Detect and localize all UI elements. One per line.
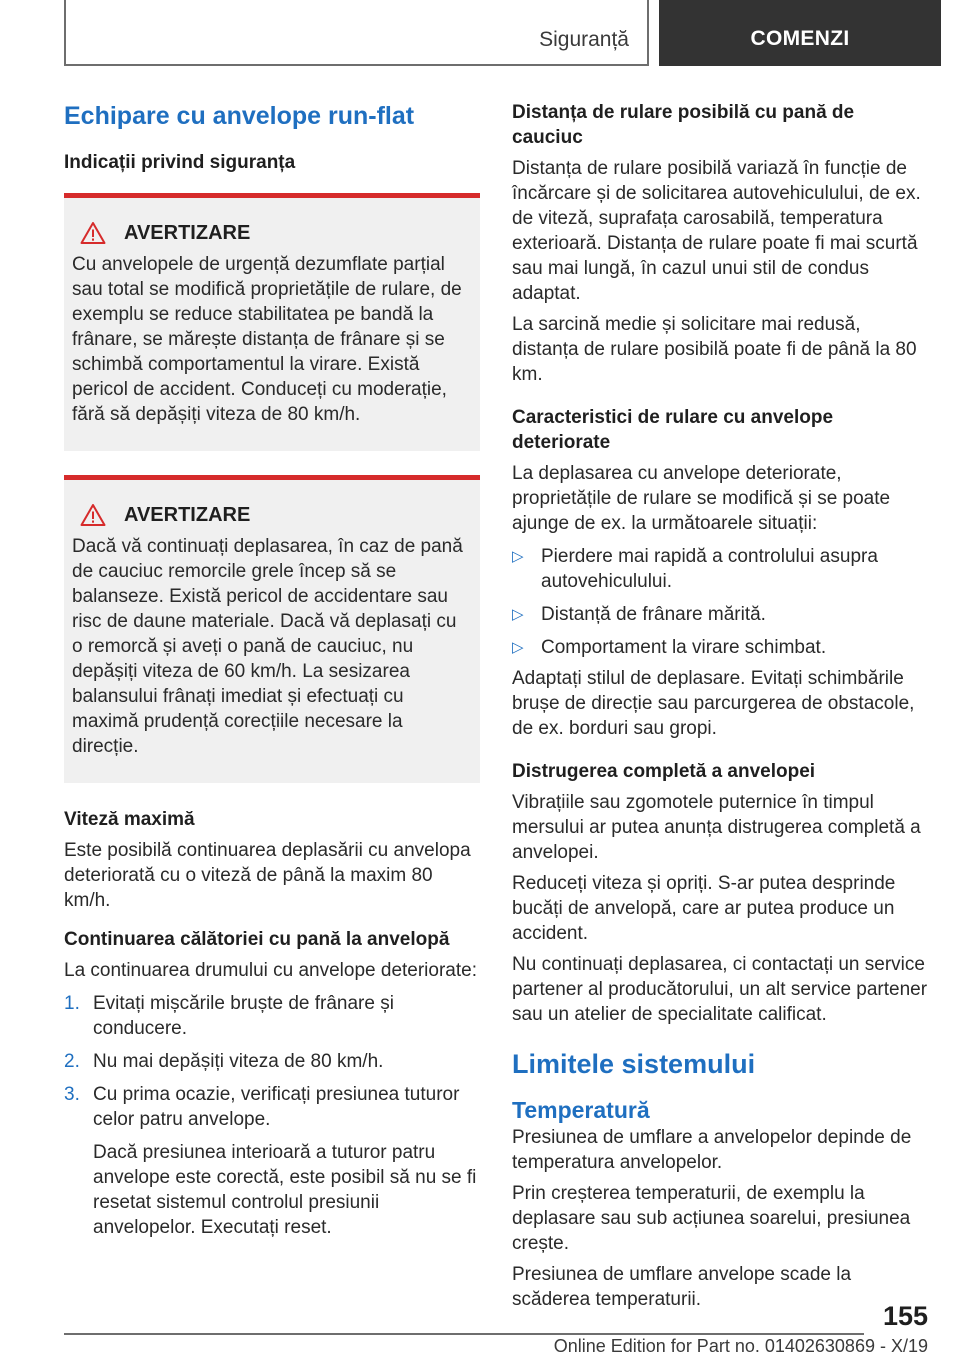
list-item [512, 544, 928, 594]
temperature-text-3: Presiunea de umflare anvelope scade la scăderea temperaturii. [512, 1264, 852, 1310]
section-title: Siguranță [539, 28, 629, 51]
edition-text: Online Edition for Part no. 01402630869 - X/19 [553, 1336, 928, 1356]
list-text [93, 1082, 480, 1240]
warning-label-2: AVERTIZARE [124, 504, 251, 526]
warning-text-1: Cu anvelopele de urgență dezumflate parțial sau total se modifică proprietățile de rulare, de exemplu se reduce stabilitatea pe bandă la frânare, se mărește distanța de frânare și se schimbă comportamentul la virare. Există pericol de accident. Conduceți cu moderație, fără să depășiți viteza de 80 km/h. [72, 254, 462, 425]
range-heading: Distanța de rulare posibilă cu pană de cauciuc [512, 102, 855, 148]
max-speed-text: Este posibilă continuarea deplasării cu anvelopa deteriorată cu o viteză de până la maxim 80 km/h. [64, 840, 471, 911]
max-speed-heading: Viteză maximă [64, 809, 195, 830]
footer-divider [64, 1333, 864, 1335]
temperature-text-1: Presiunea de umflare a anvelopelor depinde de temperatura anvelopelor. [512, 1127, 912, 1173]
characteristics-heading: Caracteristici de rulare cu anvelope deteriorate [512, 407, 834, 453]
right-column [512, 100, 928, 1312]
destruction-text-2: Reduceți viteza și opriți. S-ar putea desprinde bucăți de anvelopă, care ar putea produce un accident. [512, 873, 896, 944]
range-text-1: Distanța de rulare posibilă variază în funcție de încărcare și de solicitarea autovehiculului, de ex. de viteză, suprafața carosabilă, temperatura exterioară. Distanța de rulare poate fi mai scurtă sau mai lungă, în cazul unui stil de condus adaptat. [512, 158, 921, 304]
page-number: 155 [882, 1301, 928, 1331]
warning-box-2 [64, 475, 480, 783]
characteristics-intro: La deplasarea cu anvelope deteriorate, proprietățile de rulare se modifică și se poate ajunge de ex. la următoarele situații: [512, 463, 891, 534]
continue-intro: La continuarea drumului cu anvelope deteriorate: [64, 960, 477, 981]
list-item [64, 1082, 480, 1240]
warning-text-2: Dacă vă continuați deplasarea, în caz de pană de cauciuc remorcile grele încep să se balanseze. Există pericol de accidentare sau risc de daune materiale. Dacă vă deplasați cu o remorcă și aveți o pană de cauciuc, nu depășiți viteza de 60 km/h. La sesizarea balansului frânați imediat și efectuați cu maximă prudență corecțiile necesare la direcție. [72, 536, 463, 757]
destruction-text-3: Nu continuați deplasarea, ci contactați un service partener al producătorului, un alt service partener sau un atelier de specialitate calificat. [512, 954, 928, 1025]
list-text: Nu mai depășiți viteza de 80 km/h. [93, 1051, 384, 1072]
characteristics-after: Adaptați stilul de deplasare. Evitați schimbările brușe de direcție sau parcurgerea de obstacole, de ex. borduri sau gropi. [512, 668, 915, 739]
range-text-2: La sarcină medie și solicitare mai redusă, distanța de rulare posibilă poate fi de până la 80 km. [512, 314, 917, 385]
triangle-bullet-icon: ▷ [512, 548, 524, 565]
list-item [64, 991, 480, 1041]
left-column [64, 100, 480, 1240]
step-3-note: Dacă presiunea interioară a tuturor patru anvelope este corectă, este posibil să nu se fi resetat sistemul controlul presiunii anvelopelor. Executați reset. [93, 1142, 477, 1238]
warning-label-1: AVERTIZARE [124, 222, 251, 244]
limits-heading: Limitele sistemului [512, 1049, 756, 1079]
list-item [512, 602, 928, 627]
destruction-text-1: Vibrațiile sau zgomotele puternice în timpul mersului ar putea anunța distrugerea completă a anvelopei. [512, 792, 921, 863]
warning-box-1 [64, 193, 480, 451]
warning-triangle-icon [80, 221, 106, 245]
temperature-heading: Temperatură [512, 1097, 650, 1123]
warning-triangle-icon [80, 503, 106, 527]
list-text: Evitați mișcările bruște de frânare și conducere. [93, 993, 394, 1039]
list-item [512, 635, 928, 660]
header-section-box [64, 0, 649, 66]
temperature-text-2: Prin creșterea temperaturii, de exemplu la deplasare sau sub acțiunea soarelui, presiunea crește. [512, 1183, 911, 1254]
warning-title-2 [72, 502, 472, 528]
triangle-bullet-icon: ▷ [512, 639, 524, 656]
safety-heading: Indicații privind siguranța [64, 152, 296, 173]
chapter-tab[interactable] [659, 0, 941, 66]
chapter-title: COMENZI [750, 27, 850, 50]
step-3-text: Cu prima ocazie, verificați presiunea tuturor celor patru anvelope. [93, 1084, 460, 1130]
list-text: Comportament la virare schimbat. [541, 637, 827, 658]
continue-heading: Continuarea călătoriei cu pană la anvelopă [64, 929, 450, 950]
warning-title-1 [72, 220, 472, 246]
list-number: 1. [64, 993, 80, 1014]
destruction-heading: Distrugerea completă a anvelopei [512, 761, 816, 782]
list-item [64, 1049, 480, 1074]
list-text: Distanță de frânare mărită. [541, 604, 766, 625]
list-number: 2. [64, 1051, 80, 1072]
triangle-bullet-icon: ▷ [512, 606, 524, 623]
list-text: Pierdere mai rapidă a controlului asupra autovehiculului. [541, 546, 878, 592]
page-title: Echipare cu anvelope run-flat [64, 102, 415, 130]
list-number: 3. [64, 1084, 80, 1105]
